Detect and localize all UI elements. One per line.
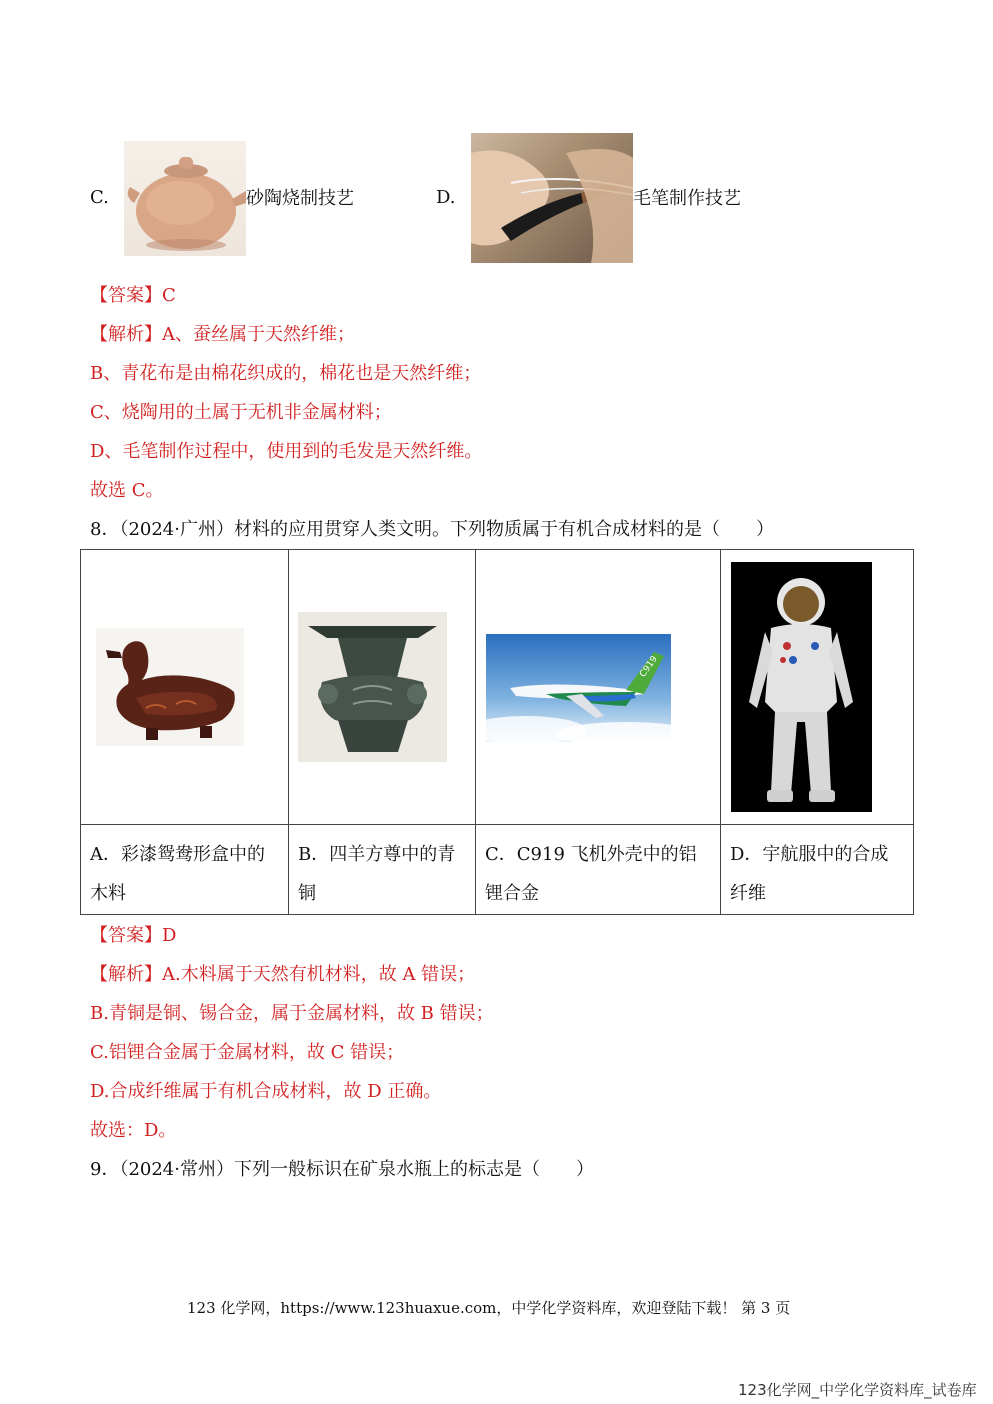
option-b-image-cell: [289, 550, 476, 825]
c919-plane-image: [486, 634, 671, 746]
duck-box-image: [96, 628, 244, 750]
q8-question: 8．（2024·广州）材料的应用贯穿人类文明。下列物质属于有机合成材料的是（ ）: [90, 519, 774, 540]
q7-analysis-line: B、青花布是由棉花织成的，棉花也是天然纤维；: [90, 363, 482, 384]
option-d-letter: D.: [436, 187, 456, 208]
plane-tail-label: C919: [638, 654, 660, 680]
option-c-text: 砂陶烧制技艺: [246, 188, 354, 209]
q8-analysis-line: B.青铜是铜、锡合金，属于金属材料，故 B 错误；: [90, 1003, 494, 1024]
option-a-image-cell: [81, 550, 289, 825]
q8-answer: 【答案】D: [90, 925, 177, 946]
q9-question: 9．（2024·常州）下列一般标识在矿泉水瓶上的标志是（ ）: [90, 1159, 594, 1180]
option-d-text: 毛笔制作技艺: [633, 188, 741, 209]
q8-options-table: [80, 549, 914, 915]
watermark: 123化学网_中学化学资料库_试卷库: [738, 1381, 977, 1399]
option-d-image-cell: [721, 550, 914, 825]
q8-analysis-line: C.铝锂合金属于金属材料，故 C 错误；: [90, 1042, 405, 1063]
four-ram-zun-image: [298, 612, 447, 766]
teapot-image: [124, 141, 246, 256]
q7-analysis-line: D、毛笔制作过程中，使用到的毛发是天然纤维。: [90, 441, 483, 462]
q7-answer: 【答案】C: [90, 285, 176, 306]
option-a-text: A．彩漆鸳鸯形盒中的木料: [81, 825, 289, 915]
q8-analysis-line: D.合成纤维属于有机合成材料，故 D 正确。: [90, 1081, 442, 1102]
spacesuit-image: [731, 562, 872, 816]
q7-analysis-line: 故选 C。: [90, 480, 164, 501]
option-c-letter: C.: [90, 187, 109, 208]
q8-analysis-line: 【解析】A.木料属于天然有机材料，故 A 错误；: [90, 964, 476, 985]
brush-making-image: [471, 133, 633, 263]
q7-analysis-line: 【解析】A、蚕丝属于天然纤维；: [90, 324, 355, 345]
option-d-text: D．宇航服中的合成纤维: [721, 825, 914, 915]
page-footer: 123 化学网，https://www.123huaxue.com，中学化学资料库，欢迎登陆下载！ 第 3 页: [187, 1299, 791, 1317]
option-b-text: B．四羊方尊中的青铜: [289, 825, 476, 915]
option-c-text: C．C919 飞机外壳中的铝锂合金: [476, 825, 721, 915]
q8-analysis-line: 故选：D。: [90, 1120, 177, 1141]
option-c-image-cell: [476, 550, 721, 825]
q7-analysis-line: C、烧陶用的土属于无机非金属材料；: [90, 402, 392, 423]
